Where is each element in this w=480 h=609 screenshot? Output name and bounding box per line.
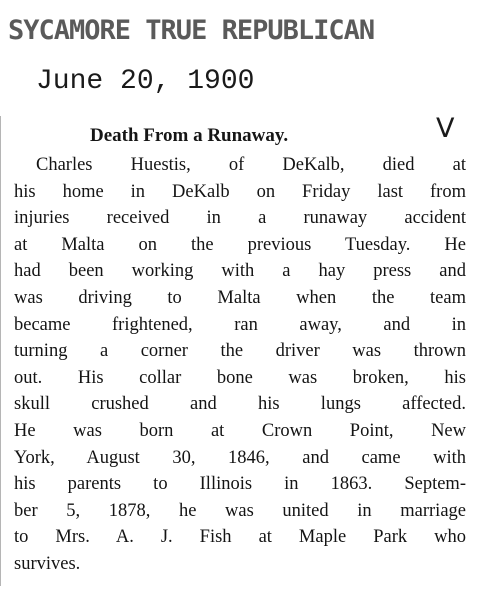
- article-line: became frightened, ran away, and in: [14, 314, 466, 335]
- article-line: turning a corner the driver was thrown: [14, 341, 466, 362]
- article-line: was driving to Malta when the team: [14, 287, 466, 308]
- article-line: He was born at Crown Point, New: [14, 420, 466, 441]
- clipping-edge-divider: [0, 116, 1, 586]
- publication-date: June 20, 1900: [36, 66, 255, 97]
- article-line: skull crushed and his lungs affected.: [14, 394, 466, 415]
- article-headline: Death From a Runaway.: [90, 125, 289, 146]
- article-line: his parents to Illinois in 1863. Septem-: [14, 474, 466, 495]
- article-line: injuries received in a runaway accident: [14, 208, 466, 229]
- article-line: Charles Huestis, of DeKalb, died at: [36, 155, 466, 175]
- article-line: his home in DeKalb on Friday last from: [14, 181, 466, 202]
- article-line: had been working with a hay press and: [14, 261, 466, 282]
- newspaper-name-stamp: SYCAMORE TRUE REPUBLICAN: [8, 15, 375, 46]
- handwritten-check-mark: V: [436, 113, 455, 144]
- article-line: to Mrs. A. J. Fish at Maple Park who: [14, 527, 466, 548]
- article-body: [14, 152, 466, 578]
- article-line: York, August 30, 1846, and came with: [14, 447, 466, 468]
- article-line: ber 5, 1878, he was united in marriage: [14, 500, 466, 521]
- article-line: at Malta on the previous Tuesday. He: [14, 234, 466, 255]
- article-line: survives.: [14, 553, 81, 574]
- article-line: out. His collar bone was broken, his: [14, 367, 466, 388]
